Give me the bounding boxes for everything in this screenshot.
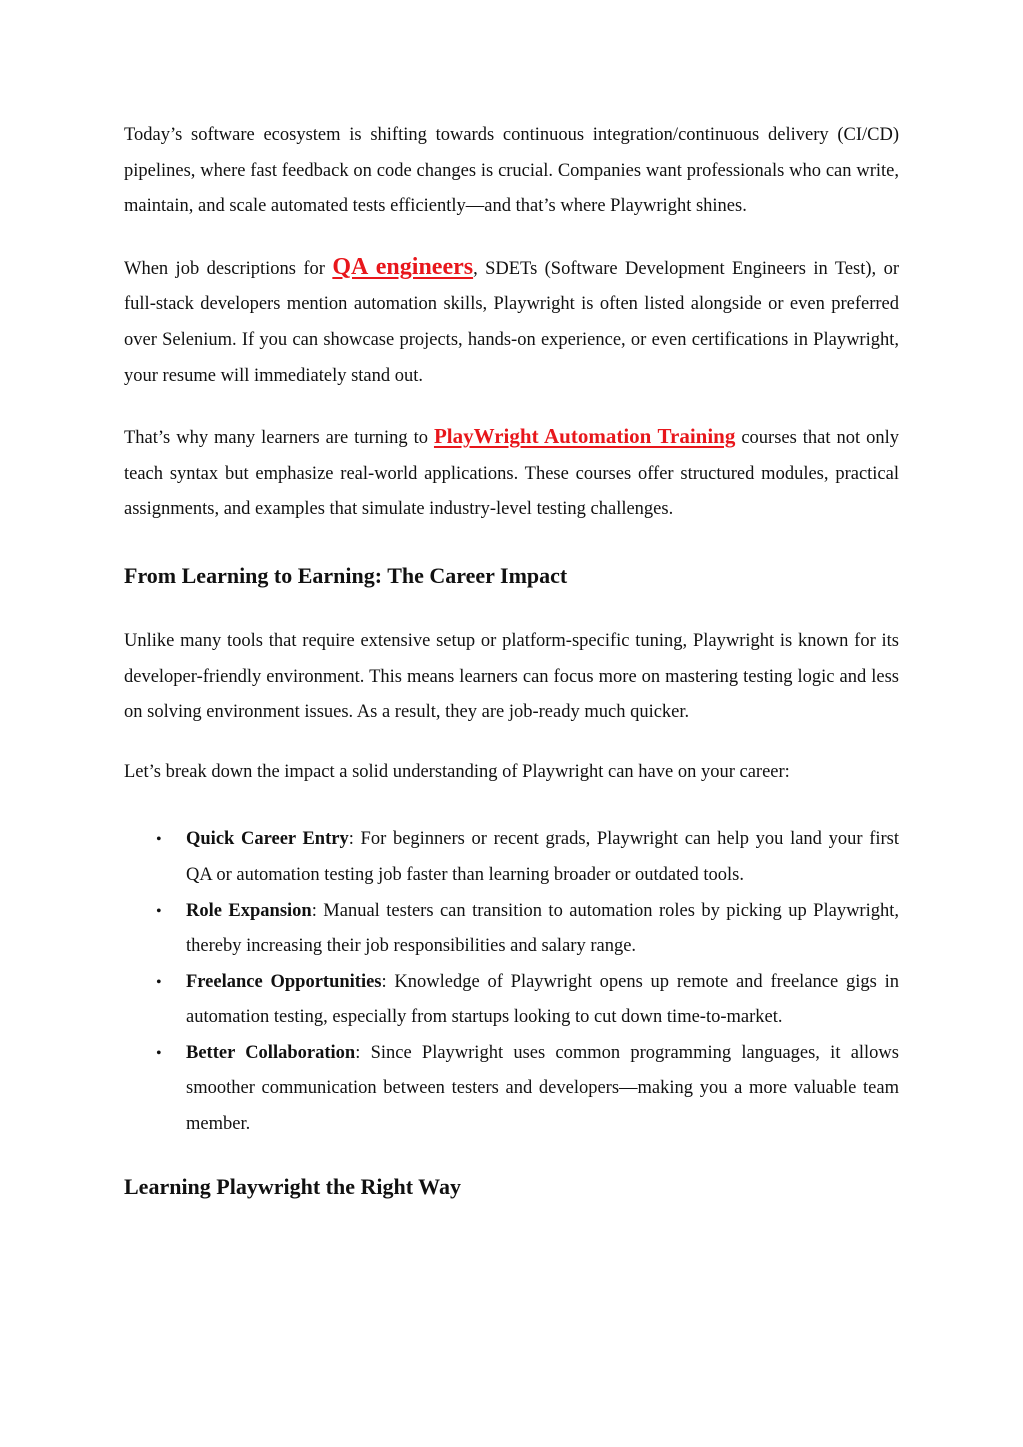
- list-item-text: : For beginners or recent grads, Playwright can help you land your first QA or automation testing job faster than learning broader or outdated tools.: [186, 829, 899, 885]
- list-item-term: Quick Career Entry: [186, 829, 349, 850]
- section-heading-learning-playwright: Learning Playwright the Right Way: [124, 1173, 461, 1199]
- paragraph-text: That’s why many learners are turning to: [124, 428, 434, 449]
- list-item: [124, 1036, 899, 1143]
- bullet-icon: •: [156, 1044, 162, 1062]
- document-page: [124, 118, 899, 1235]
- section-heading-career-impact: From Learning to Earning: The Career Impact: [124, 562, 568, 588]
- paragraph-text: courses that not only teach syntax but emphasize real-world applications. These courses offer structured modules, practical assignments, and examples that simulate industry-level testing challenges.: [124, 428, 899, 520]
- list-item-term: Better Collaboration: [186, 1042, 356, 1063]
- intro-paragraph: Today’s software ecosystem is shifting towards continuous integration/continuous delivery (CI/CD) pipelines, where fast feedback on code changes is crucial. Companies want professionals who can write, maintain, and scale automated tests efficiently—and that’s where Playwright shines.: [124, 125, 899, 217]
- developer-friendly-paragraph: Unlike many tools that require extensive setup or platform-specific tuning, Playwright is known for its developer-friendly environment. This means learners can focus more on mastering testing logic and less on solving environment issues. As a result, they are job-ready much quicker.: [124, 630, 899, 723]
- training-paragraph: [124, 419, 899, 528]
- list-item-term: Freelance Opportunities: [186, 971, 382, 992]
- list-item-text: : Knowledge of Playwright opens up remote and freelance gigs in automation testing, especially from startups looking to cut down time-to-market.: [186, 971, 899, 1028]
- list-item-text: : Since Playwright uses common programming languages, it allows smoother communication between testers and developers—making you a more valuable team member.: [186, 1042, 899, 1135]
- bullet-icon: •: [156, 902, 162, 920]
- bullet-icon: •: [156, 831, 162, 849]
- list-item-text: : Manual testers can transition to automation roles by picking up Playwright, thereby increasing their job responsibilities and salary range.: [186, 900, 900, 957]
- career-benefits-list: [124, 822, 899, 1142]
- impact-intro-paragraph: Let’s break down the impact a solid understanding of Playwright can have on your career:: [124, 761, 790, 782]
- job-descriptions-paragraph: [124, 250, 899, 394]
- playwright-training-link[interactable]: PlayWright Automation Training: [433, 424, 736, 449]
- paragraph-text: When job descriptions for: [124, 258, 333, 279]
- list-item: [124, 822, 899, 893]
- bullet-icon: •: [156, 973, 162, 991]
- qa-engineers-link[interactable]: QA engineers: [332, 253, 474, 280]
- list-item-term: Role Expansion: [186, 900, 312, 921]
- paragraph-text: , SDETs (Software Development Engineers in Test), or full-stack developers mention automation skills, Playwright is often listed alongside or even preferred over Selenium. If you can showcase projects, hands-on experience, or even certifications in Playwright, your resume will immediately stand out.: [124, 258, 899, 386]
- list-item: [124, 965, 899, 1036]
- list-item: [124, 894, 899, 965]
